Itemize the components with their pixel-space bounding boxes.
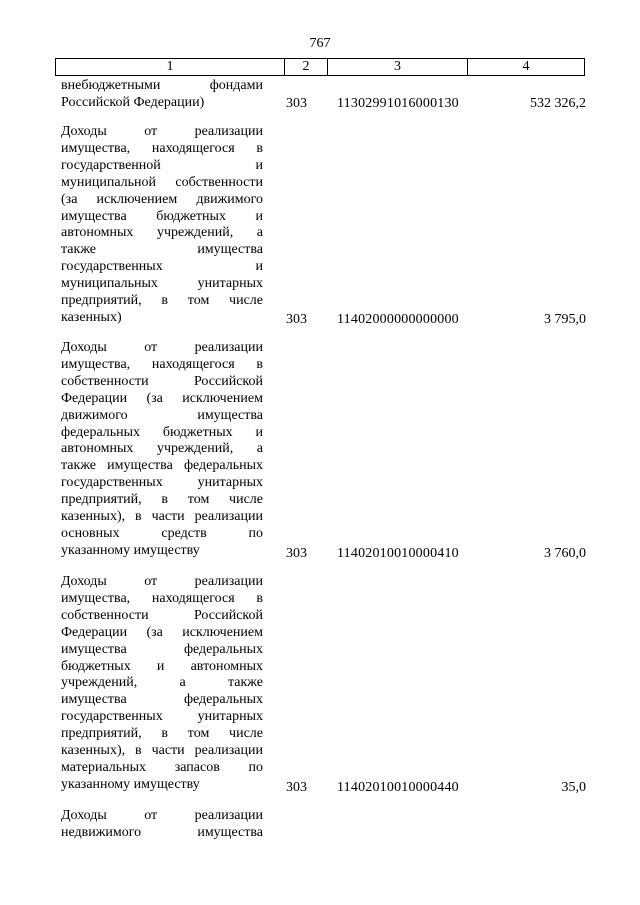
row-description-line: также имущества xyxy=(61,242,263,258)
row-description-line: имущества бюджетных и xyxy=(61,208,263,224)
row-code: 303 xyxy=(286,312,307,327)
header-col-3: 3 xyxy=(327,59,467,75)
header-col-1: 1 xyxy=(55,59,284,75)
row-code: 303 xyxy=(286,546,307,561)
header-col-4: 4 xyxy=(467,59,585,75)
row-amount: 35,0 xyxy=(561,780,586,795)
row-description xyxy=(61,78,263,112)
row-description-line: государственной и xyxy=(61,157,263,173)
row-description-line: имущества федеральных xyxy=(61,692,263,708)
row-description-line: недвижимого имущества xyxy=(61,824,263,840)
row-description-line: движимого имущества xyxy=(61,407,263,423)
row-description-line: Федерации (за исключением xyxy=(61,624,263,640)
row-description-line: предприятий, в том числе xyxy=(61,492,263,508)
row-amount: 3 760,0 xyxy=(544,546,586,561)
row-description xyxy=(61,574,263,794)
row-description-line: основных средств по xyxy=(61,525,263,541)
page-number: 767 xyxy=(309,36,331,51)
table-header xyxy=(55,58,585,76)
row-description-line: собственности Российской xyxy=(61,607,263,623)
row-description-line: учреждений, а также xyxy=(61,675,263,691)
row-description-line: материальных запасов по xyxy=(61,759,263,775)
row-description xyxy=(61,340,263,560)
row-description-line: Федерации (за исключением xyxy=(61,390,263,406)
row-description xyxy=(61,808,263,842)
row-description-line: собственности Российской xyxy=(61,373,263,389)
row-description-line: казенных), в части реализации xyxy=(61,743,263,759)
row-kbk: 11402010010000410 xyxy=(337,546,459,561)
row-description-line: имущества федеральных xyxy=(61,641,263,657)
row-code: 303 xyxy=(286,96,307,111)
row-description-line: Доходы от реализации xyxy=(61,340,263,355)
row-amount: 532 326,2 xyxy=(530,96,586,111)
row-description-line: автономных учреждений, а xyxy=(61,441,263,457)
row-description-line: указанному имуществу xyxy=(61,542,200,558)
row-description-line: государственных унитарных xyxy=(61,709,263,725)
row-kbk: 11402010010000440 xyxy=(337,780,459,795)
row-amount: 3 795,0 xyxy=(544,312,586,327)
row-description-line: бюджетных и автономных xyxy=(61,658,263,674)
row-description-line: имущества, находящегося в xyxy=(61,590,263,606)
row-description-line: предприятий, в том числе xyxy=(61,726,263,742)
header-col-2: 2 xyxy=(284,59,327,75)
row-code: 303 xyxy=(286,780,307,795)
row-description-line: муниципальных унитарных xyxy=(61,276,263,292)
row-kbk: 11402000000000000 xyxy=(337,312,459,327)
row-description-line: муниципальной собственности xyxy=(61,174,263,190)
row-description-line: Доходы от реализации xyxy=(61,574,263,589)
row-description-line: казенных), в части реализации xyxy=(61,509,263,525)
row-description-line: указанному имуществу xyxy=(61,776,200,792)
row-kbk: 11302991016000130 xyxy=(337,96,459,111)
row-description-line: Доходы от реализации xyxy=(61,124,263,139)
row-description-line: (за исключением движимого xyxy=(61,191,263,207)
row-description-line: внебюджетными фондами xyxy=(61,78,263,93)
row-description-line: имущества, находящегося в xyxy=(61,356,263,372)
row-description-line: автономных учреждений, а xyxy=(61,225,263,241)
row-description-line: федеральных бюджетных и xyxy=(61,424,263,440)
row-description-line: предприятий, в том числе xyxy=(61,293,263,309)
row-description-line: государственных и xyxy=(61,259,263,275)
row-description-line: Российской Федерации) xyxy=(61,94,205,110)
row-description-line: казенных) xyxy=(61,309,122,325)
row-description-line: также имущества федеральных xyxy=(61,458,263,474)
row-description-line: государственных унитарных xyxy=(61,475,263,491)
row-description-line: Доходы от реализации xyxy=(61,808,263,823)
row-description-line: имущества, находящегося в xyxy=(61,140,263,156)
row-description xyxy=(61,124,263,327)
